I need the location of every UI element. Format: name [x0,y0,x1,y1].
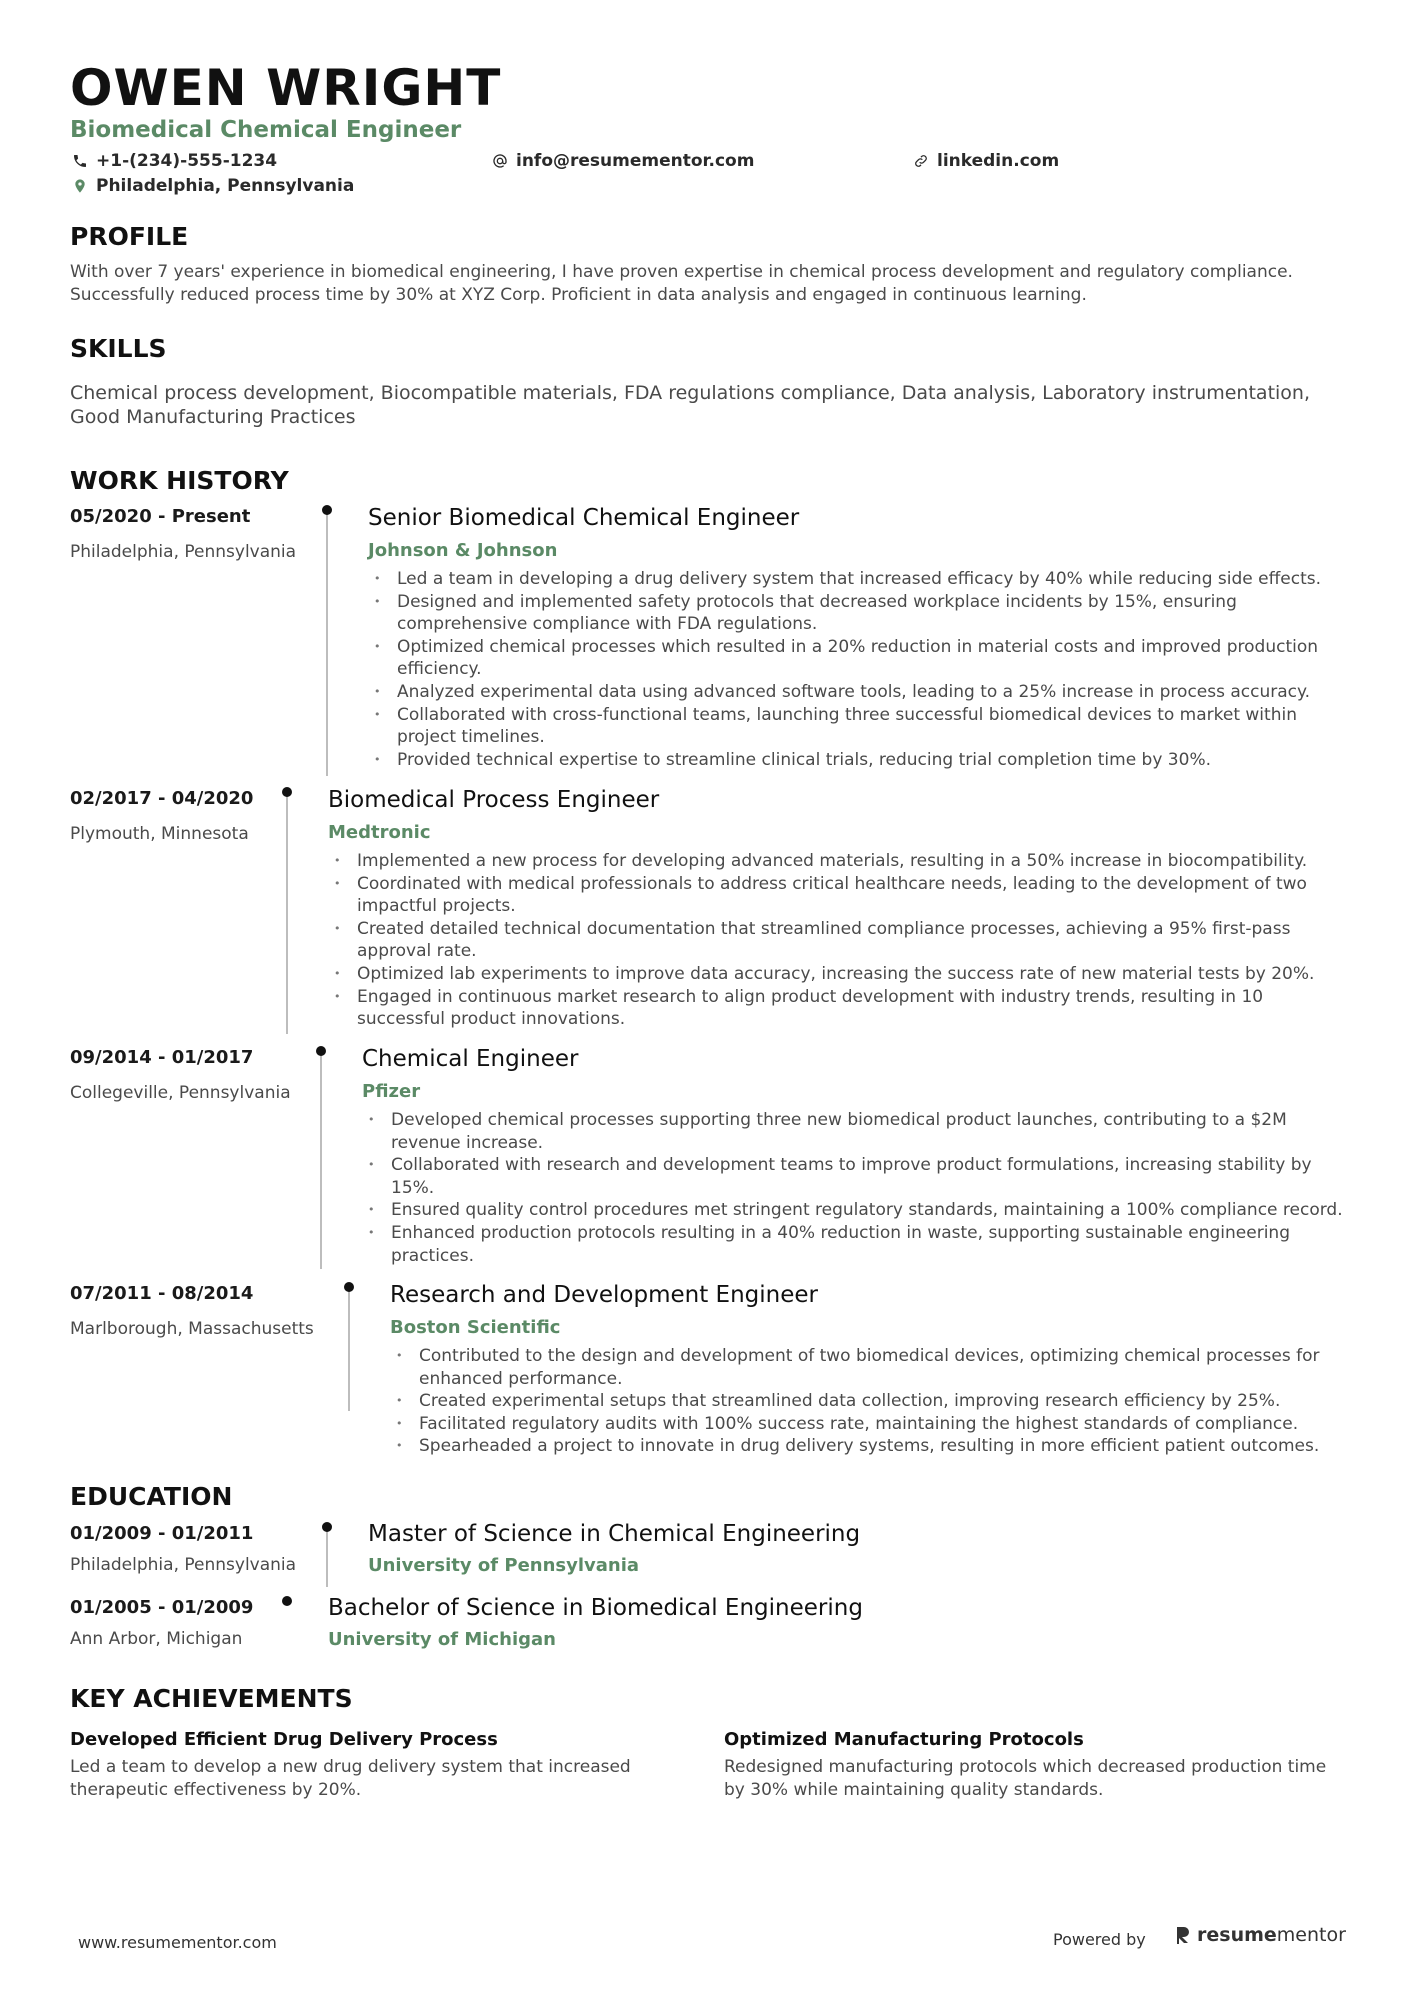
achievement-title: Optimized Manufacturing Protocols [724,1729,1084,1750]
list-item: • Analyzed experimental data using advanced software tools, leading to a 25% increase in process accuracy. [368,681,1348,704]
achievements-heading: KEY ACHIEVEMENTS [70,1684,353,1713]
profile-heading: PROFILE [70,222,189,251]
achievement-title: Developed Efficient Drug Delivery Process [70,1729,498,1750]
job-location: Plymouth, Minnesota [70,824,249,844]
job-bullets [390,1345,1350,1458]
list-item: • Engaged in continuous market research to align product development with industry trends, resulting in 10 successful product innovations. [328,986,1348,1031]
contact-email[interactable] [492,151,754,171]
list-item: • Led a team in developing a drug delivery system that increased efficacy by 40% while reducing side effects. [368,568,1348,591]
job-location: Marlborough, Massachusetts [70,1319,314,1339]
contact-phone [72,151,277,171]
list-item: • Optimized lab experiments to improve data accuracy, increasing the success rate of new material tests by 20%. [328,963,1348,986]
school-name: University of Michigan [328,1629,556,1650]
work-history-heading: WORK HISTORY [70,466,289,495]
timeline-line [286,792,288,1034]
timeline-dot [344,1282,354,1292]
job-title: Research and Development Engineer [390,1282,818,1308]
list-item: • Ensured quality control procedures met stringent regulatory standards, maintaining a 100% compliance record. [362,1199,1352,1222]
education-dates: 01/2005 - 01/2009 [70,1597,254,1618]
job-dates: 07/2011 - 08/2014 [70,1283,254,1304]
education-dates: 01/2009 - 01/2011 [70,1523,254,1544]
job-bullets [362,1109,1352,1267]
brand-name-bold: resume [1197,1924,1277,1946]
job-dates: 02/2017 - 04/2020 [70,788,254,809]
job-title: Chemical Engineer [362,1046,579,1072]
brand-name-light: mentor [1276,1924,1346,1946]
timeline-line [326,1527,328,1587]
candidate-title: Biomedical Chemical Engineer [70,117,462,143]
email-text: info@resumementor.com [516,151,755,171]
timeline-dot [282,1596,292,1606]
achievement-text: Led a team to develop a new drug delivery system that increased therapeutic effectiveness by 20%. [70,1757,631,1800]
job-bullets [368,568,1348,771]
list-item: • Collaborated with research and development teams to improve product formulations, increasing stability by 15%. [362,1154,1352,1199]
job-company: Pfizer [362,1081,421,1102]
list-item: • Created detailed technical documentation that streamlined compliance processes, achieving a 95% first-pass approval rate. [328,918,1348,963]
education-location: Ann Arbor, Michigan [70,1629,243,1649]
job-company: Medtronic [328,822,431,843]
contact-linkedin[interactable] [913,151,1059,171]
list-item: • Implemented a new process for developing advanced materials, resulting in a 50% increase in biocompatibility. [328,850,1348,873]
job-company: Johnson & Johnson [368,540,558,561]
job-title: Senior Biomedical Chemical Engineer [368,505,800,531]
location-pin-icon [72,178,88,194]
list-item: • Provided technical expertise to streamline clinical trials, reducing trial completion time by 30%. [368,749,1348,772]
candidate-name: OWEN WRIGHT [70,59,502,117]
job-bullets [328,850,1348,1031]
timeline-dot [322,505,332,515]
resumementor-logo-icon [1175,1925,1191,1945]
timeline-dot [322,1522,332,1532]
skills-heading: SKILLS [70,334,167,363]
skills-text: Chemical process development, Biocompatible materials, FDA regulations compliance, Data analysis, Laboratory instrumentation, Good Manufacturing Practices [70,382,1311,428]
timeline-line [320,1051,322,1269]
school-name: University of Pennsylvania [368,1555,640,1576]
contact-location [72,176,354,196]
timeline-line [348,1287,350,1411]
phone-text: +1-(234)-555-1234 [96,151,278,171]
education-heading: EDUCATION [70,1482,233,1511]
education-location: Philadelphia, Pennsylvania [70,1555,297,1575]
linkedin-text: linkedin.com [937,151,1060,171]
profile-text: With over 7 years' experience in biomedical engineering, I have proven expertise in chemical process development and regulatory compliance. Successfully reduced process time by 30% at XYZ Corp. Proficient in data analysis and engaged in continuous learning. [70,262,1293,305]
powered-by-label: Powered by [1053,1930,1146,1949]
job-location: Collegeville, Pennsylvania [70,1083,291,1103]
list-item: • Created experimental setups that streamlined data collection, improving research efficiency by 25%. [390,1390,1350,1413]
job-company: Boston Scientific [390,1317,561,1338]
job-title: Biomedical Process Engineer [328,787,660,813]
timeline-line [326,510,328,776]
degree-title: Master of Science in Chemical Engineering [368,1521,861,1547]
job-location: Philadelphia, Pennsylvania [70,542,297,562]
footer-url[interactable]: www.resumementor.com [78,1933,277,1952]
list-item: • Spearheaded a project to innovate in drug delivery systems, resulting in more efficient patient outcomes. [390,1435,1350,1458]
job-dates: 05/2020 - Present [70,506,251,527]
list-item: • Contributed to the design and development of two biomedical devices, optimizing chemical processes for enhanced performance. [390,1345,1350,1390]
list-item: • Facilitated regulatory audits with 100% success rate, maintaining the highest standards of compliance. [390,1413,1350,1436]
link-icon [913,153,929,169]
timeline-dot [316,1046,326,1056]
timeline-dot [282,787,292,797]
list-item: • Designed and implemented safety protocols that decreased workplace incidents by 15%, ensuring comprehensive compliance with FDA regulations. [368,591,1348,636]
brand-logo[interactable] [1175,1924,1346,1946]
phone-icon [72,153,88,169]
at-icon [492,153,508,169]
list-item: • Enhanced production protocols resulting in a 40% reduction in waste, supporting sustainable engineering practices. [362,1222,1352,1267]
achievement-text: Redesigned manufacturing protocols which decreased production time by 30% while maintaining quality standards. [724,1757,1327,1800]
list-item: • Coordinated with medical professionals to address critical healthcare needs, leading to the development of two impactful projects. [328,873,1348,918]
list-item: • Optimized chemical processes which resulted in a 20% reduction in material costs and improved production efficiency. [368,636,1348,681]
degree-title: Bachelor of Science in Biomedical Engineering [328,1595,863,1621]
job-dates: 09/2014 - 01/2017 [70,1047,254,1068]
list-item: • Collaborated with cross-functional teams, launching three successful biomedical devices to market within project timelines. [368,704,1348,749]
list-item: • Developed chemical processes supporting three new biomedical product launches, contributing to a $2M revenue increase. [362,1109,1352,1154]
location-text: Philadelphia, Pennsylvania [96,176,355,196]
